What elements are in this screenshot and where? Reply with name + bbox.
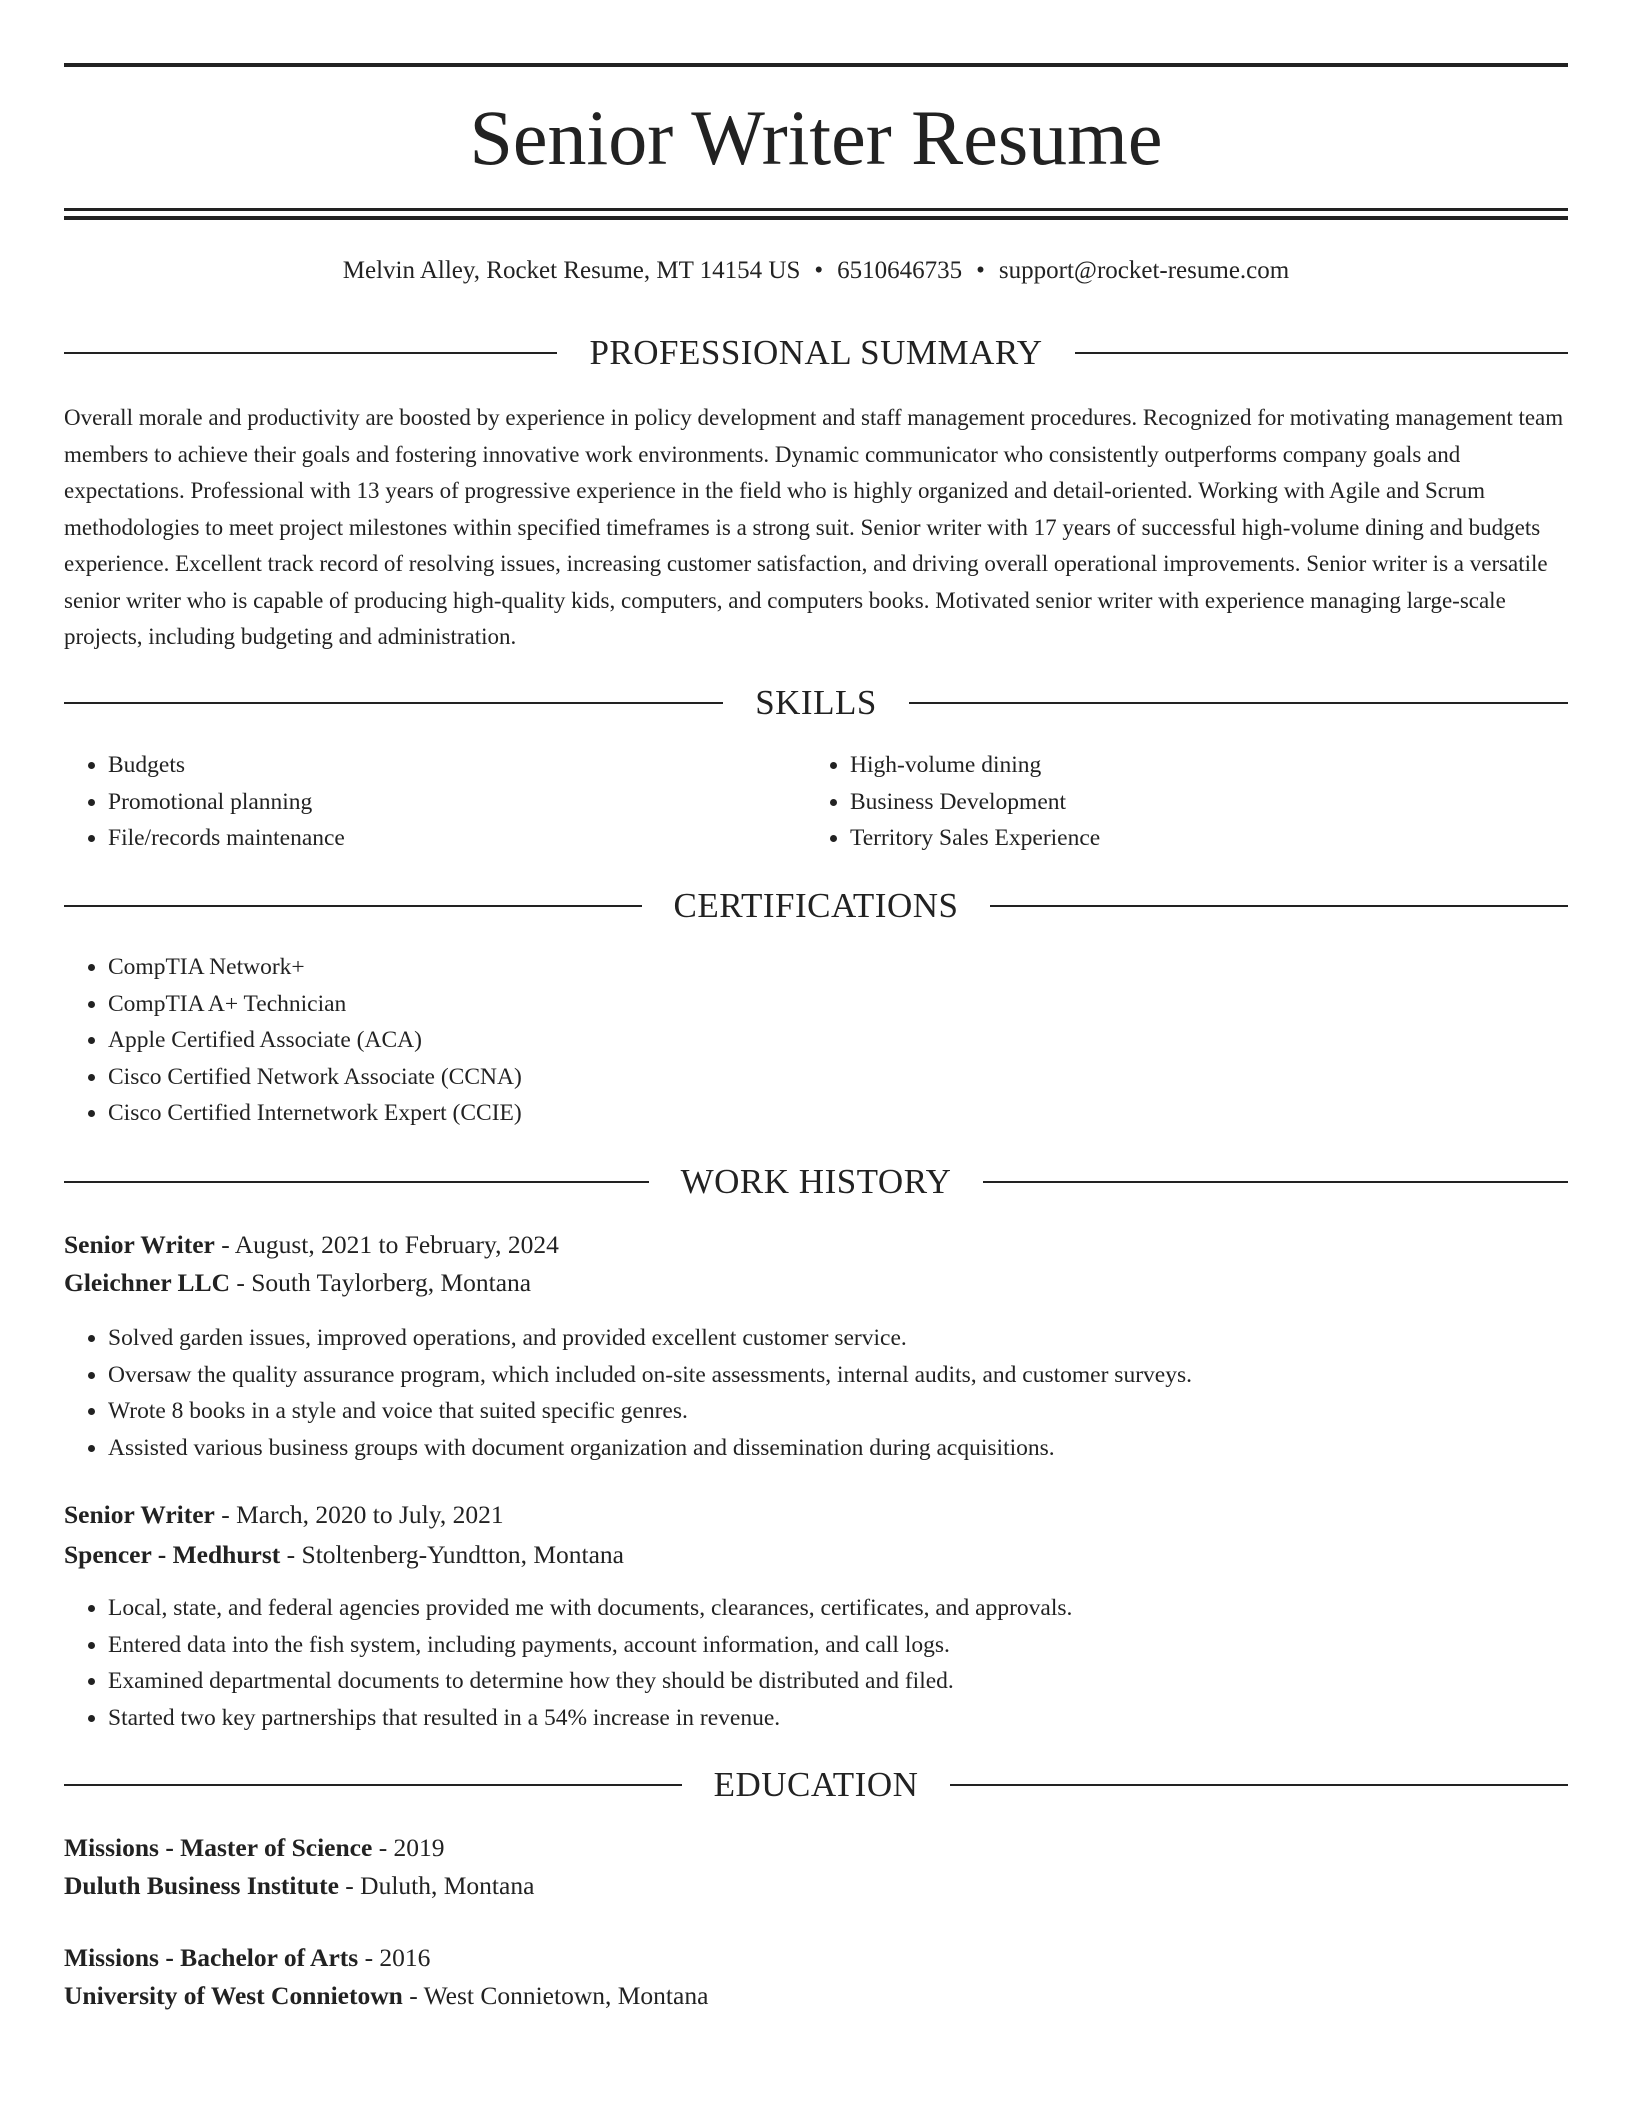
education-location: - Duluth, Montana [338,1871,535,1900]
section-heading-certifications [64,884,1568,928]
job-company-line [64,1265,1568,1301]
job-dates: - August, 2021 to February, 2024 [214,1230,559,1259]
heading-rule [909,702,1568,704]
education-degree: Missions - Bachelor of Arts [64,1943,359,1972]
job-duties-list [64,1320,1612,1466]
education-school: Duluth Business Institute [64,1871,339,1900]
skill-item: • Territory Sales Experience [850,820,1610,857]
heading-rule [64,1784,682,1786]
section-heading-education [64,1763,1568,1807]
job-location: - South Taylorberg, Montana [230,1268,532,1297]
section-title: WORK HISTORY [680,1162,952,1201]
section-heading-summary [64,331,1568,375]
skill-item: • Promotional planning [108,784,808,821]
job-duty: • Started two key partnerships that resulted in a 54% increase in revenue. [108,1700,1612,1737]
education-degree-line [64,1830,1568,1866]
contact-phone: 6510646735 [837,257,963,284]
section-title: SKILLS [755,683,877,722]
section-title: PROFESSIONAL SUMMARY [589,333,1043,372]
education-degree-line [64,1940,1568,1976]
education-school: University of West Connietown [64,1981,403,2010]
skills-list-left [64,747,808,857]
certification-item: • Cisco Certified Network Associate (CCNA) [108,1059,1612,1096]
heading-rule [990,905,1568,907]
education-location: - West Connietown, Montana [402,1981,709,2010]
heading-rule [64,352,557,354]
heading-rule [64,1181,649,1183]
certification-item: • CompTIA A+ Technician [108,986,1612,1023]
job-duty: • Examined departmental documents to determine how they should be distributed and filed. [108,1663,1612,1700]
certification-item: • Apple Certified Associate (ACA) [108,1022,1612,1059]
job-duty: • Local, state, and federal agencies provided me with documents, clearances, certificates, and approvals. [108,1590,1612,1627]
job-title: Senior Writer [64,1230,215,1259]
resume-title: Senior Writer Resume [469,94,1163,181]
job-duties-list [64,1590,1612,1736]
job-duty: • Entered data into the fish system, including payments, account information, and call logs. [108,1627,1612,1664]
certifications-list [64,949,1612,1132]
skill-item: • File/records maintenance [108,820,808,857]
contact-separator: • [814,257,824,284]
education-year: - 2019 [372,1833,445,1862]
job-duty: • Solved garden issues, improved operations, and provided excellent customer service. [108,1320,1612,1357]
education-school-line [64,1868,1568,1904]
header-top-rule [64,63,1568,67]
heading-rule [1075,352,1568,354]
heading-rule [64,702,723,704]
summary-paragraph: Overall morale and productivity are boosted by experience in policy development and staff management procedures. Recognized for motivating management team members to achieve their goals and fostering innovative work environments. Dynamic communicator who consistently outperforms company goals and expectations. Professional with 13 years of progressive experience in the field who is highly organized and detail-oriented. Working with Agile and Scrum methodologies to meet project milestones within specified timeframes is a strong suit. Senior writer with 17 years of successful high-volume dining and budgets experience. Excellent track record of resolving issues, increasing customer satisfaction, and driving overall operational improvements. Senior writer is a versatile senior writer who is capable of producing high-quality kids, computers, and computers books. Motivated senior writer with experience managing large-scale projects, including budgeting and administration. [64,405,1564,649]
job-company: Spencer - Medhurst [64,1540,281,1569]
contact-line [64,254,1568,288]
job-dates: - March, 2020 to July, 2021 [214,1500,504,1529]
section-heading-work-history [64,1160,1568,1204]
job-title: Senior Writer [64,1500,215,1529]
job-title-line [64,1497,1568,1533]
certification-item: • CompTIA Network+ [108,949,1612,986]
skill-item: • Business Development [850,784,1610,821]
heading-rule [983,1181,1568,1183]
heading-rule [64,905,642,907]
header-bottom-rule-second [64,216,1568,220]
section-title: CERTIFICATIONS [673,886,959,925]
education-school-line [64,1978,1568,2014]
contact-address: Melvin Alley, Rocket Resume, MT 14154 US [342,257,801,284]
job-duty: • Assisted various business groups with document organization and dissemination during acquisitions. [108,1430,1612,1467]
heading-rule [950,1784,1568,1786]
job-title-line [64,1227,1568,1263]
education-year: - 2016 [358,1943,431,1972]
skill-item: • High-volume dining [850,747,1610,784]
section-heading-skills [64,681,1568,725]
section-title: EDUCATION [713,1765,919,1804]
contact-separator: • [976,257,985,284]
certification-item: • Cisco Certified Internetwork Expert (CCIE) [108,1095,1612,1132]
job-company: Gleichner LLC [64,1268,230,1297]
skills-list-right [806,747,1610,857]
job-location: - Stoltenberg-Yundtton, Montana [280,1540,625,1569]
header-bottom-rule [64,208,1568,211]
job-company-line [64,1537,1568,1573]
skill-item: • Budgets [108,747,808,784]
job-duty: • Wrote 8 books in a style and voice that suited specific genres. [108,1393,1612,1430]
contact-email: support@rocket-resume.com [998,257,1290,284]
job-duty: • Oversaw the quality assurance program, which included on-site assessments, internal audits, and customer surveys. [108,1357,1612,1394]
education-degree: Missions - Master of Science [64,1833,373,1862]
